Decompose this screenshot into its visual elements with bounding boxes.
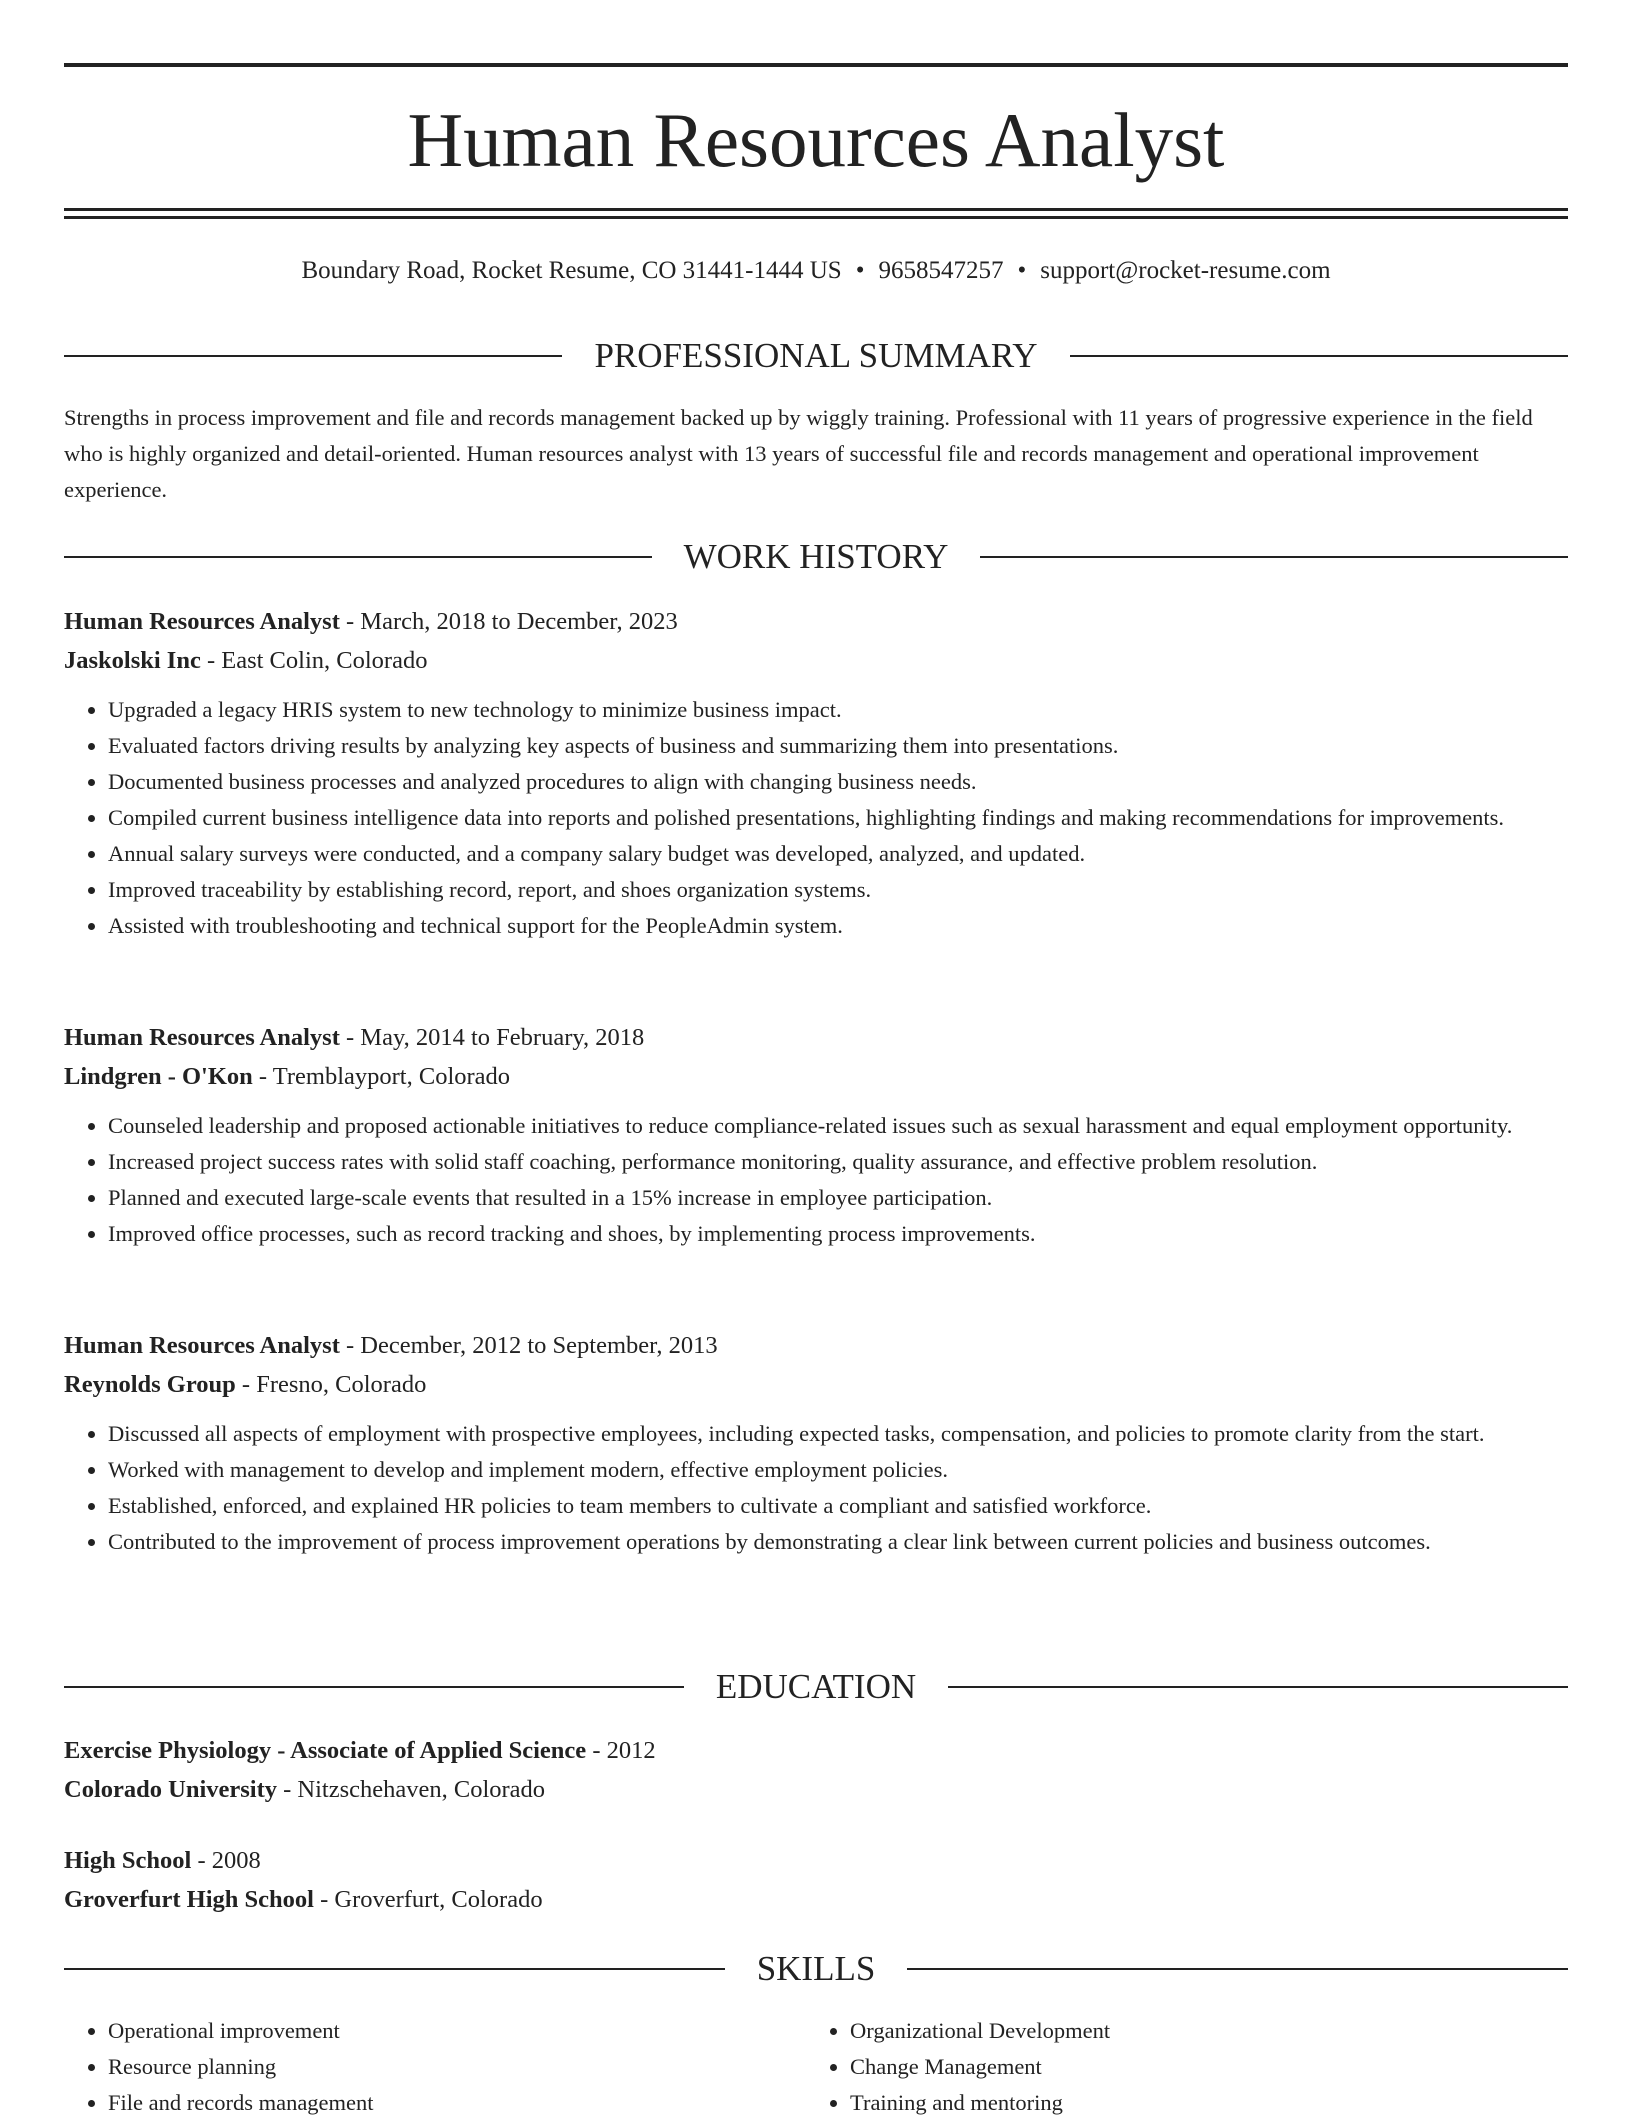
education-entry	[64, 1841, 1568, 1919]
list-item: • Resource planning	[108, 2049, 806, 2085]
education-school-line	[64, 1770, 1568, 1809]
skills-list	[64, 2013, 1568, 2121]
section-title-education	[64, 1665, 1568, 1709]
contact-phone: 9658547257	[878, 257, 1004, 284]
list-item: • Established, enforced, and explained HR policies to team members to cultivate a compliant and satisfied workforce.	[108, 1488, 1568, 1524]
list-item: • Discussed all aspects of employment with prospective employees, including expected tasks, compensation, and policies to promote clarity from the start.	[108, 1416, 1568, 1452]
section-title-text: PROFESSIONAL SUMMARY	[594, 336, 1038, 375]
job-title-line	[64, 1018, 1568, 1057]
education-degree: Exercise Physiology - Associate of Applied Science	[64, 1737, 587, 1764]
list-item: • Evaluated factors driving results by analyzing key aspects of business and summarizing them into presentations.	[108, 728, 1568, 764]
section-title-text: WORK HISTORY	[683, 537, 949, 576]
job-bullets	[64, 1416, 1568, 1560]
contact-line	[64, 254, 1568, 288]
education-degree-line	[64, 1841, 1568, 1880]
job-title-line	[64, 1326, 1568, 1365]
education-year: - 2008	[191, 1847, 261, 1874]
job-location: - Fresno, Colorado	[235, 1371, 427, 1398]
list-item: • Upgraded a legacy HRIS system to new technology to minimize business impact.	[108, 692, 1568, 728]
job-role: Human Resources Analyst	[64, 1332, 340, 1359]
list-item: • Contributed to the improvement of process improvement operations by demonstrating a clear link between current policies and business outcomes.	[108, 1524, 1568, 1560]
education-degree: High School	[64, 1847, 192, 1874]
contact-separator: •	[855, 257, 865, 284]
list-item: • Organizational Development	[850, 2013, 1548, 2049]
list-item: • Worked with management to develop and implement modern, effective employment policies.	[108, 1452, 1568, 1488]
section-title-text: SKILLS	[756, 1949, 876, 1988]
job-role: Human Resources Analyst	[64, 1024, 340, 1051]
education-year: - 2012	[586, 1737, 656, 1764]
list-item: • Training and mentoring	[850, 2085, 1548, 2121]
job-entry	[64, 602, 1568, 944]
section-title-skills	[64, 1947, 1568, 1991]
job-entry	[64, 1018, 1568, 1252]
list-item: • Operational improvement	[108, 2013, 806, 2049]
job-dates: - December, 2012 to September, 2013	[339, 1332, 718, 1359]
education-school-line	[64, 1880, 1568, 1919]
job-company: Jaskolski Inc	[64, 647, 201, 674]
section-title-work-history	[64, 535, 1568, 579]
list-item: • File and records management	[108, 2085, 806, 2121]
job-company: Lindgren - O'Kon	[64, 1063, 253, 1090]
job-title-line	[64, 602, 1568, 641]
summary-text: Strengths in process improvement and file and records management backed up by wiggly training. Professional with 11 years of progressive experience in the field who is highly organized and detail-oriented. Human resources analyst with 13 years of successful file and records management and operational improvement experience.	[64, 405, 1533, 502]
job-bullets	[64, 1108, 1568, 1252]
job-company: Reynolds Group	[64, 1371, 236, 1398]
contact-email: support@rocket-resume.com	[1040, 257, 1331, 284]
list-item: • Change Management	[850, 2049, 1548, 2085]
list-item: • Improved traceability by establishing record, report, and shoes organization systems.	[108, 872, 1568, 908]
double-rule	[64, 208, 1568, 219]
job-location: - East Colin, Colorado	[200, 647, 428, 674]
list-item: • Annual salary surveys were conducted, and a company salary budget was developed, analyzed, and updated.	[108, 836, 1568, 872]
job-bullets	[64, 692, 1568, 944]
top-rule	[64, 63, 1568, 67]
job-entry	[64, 1326, 1568, 1560]
section-title-text: EDUCATION	[715, 1667, 917, 1706]
contact-separator: •	[1017, 257, 1027, 284]
list-item: • Compiled current business intelligence data into reports and polished presentations, highlighting findings and making recommendations for improvements.	[108, 800, 1568, 836]
list-item: • Planned and executed large-scale events that resulted in a 15% increase in employee participation.	[108, 1180, 1568, 1216]
job-company-line	[64, 1057, 1568, 1096]
resume-name: Human Resources Analyst	[407, 97, 1225, 183]
education-location: - Groverfurt, Colorado	[313, 1886, 543, 1913]
list-item: • Assisted with troubleshooting and technical support for the PeopleAdmin system.	[108, 908, 1568, 944]
skills-column-left	[64, 2013, 806, 2121]
section-title-summary	[64, 334, 1568, 378]
skills-column-right	[806, 2013, 1548, 2121]
list-item: • Improved office processes, such as record tracking and shoes, by implementing process improvements.	[108, 1216, 1568, 1252]
list-item: • Documented business processes and analyzed procedures to align with changing business needs.	[108, 764, 1568, 800]
job-dates: - March, 2018 to December, 2023	[339, 608, 678, 635]
education-school: Colorado University	[64, 1776, 277, 1803]
job-role: Human Resources Analyst	[64, 608, 340, 635]
job-dates: - May, 2014 to February, 2018	[339, 1024, 645, 1051]
list-item: • Increased project success rates with solid staff coaching, performance monitoring, quality assurance, and effective problem resolution.	[108, 1144, 1568, 1180]
contact-address: Boundary Road, Rocket Resume, CO 31441-1444 US	[301, 257, 842, 284]
job-company-line	[64, 1365, 1568, 1404]
education-degree-line	[64, 1731, 1568, 1770]
education-location: - Nitzschehaven, Colorado	[277, 1776, 546, 1803]
education-entry	[64, 1731, 1568, 1809]
education-school: Groverfurt High School	[64, 1886, 314, 1913]
job-company-line	[64, 641, 1568, 680]
job-location: - Tremblayport, Colorado	[252, 1063, 511, 1090]
list-item: • Counseled leadership and proposed actionable initiatives to reduce compliance-related issues such as sexual harassment and equal employment opportunity.	[108, 1108, 1568, 1144]
